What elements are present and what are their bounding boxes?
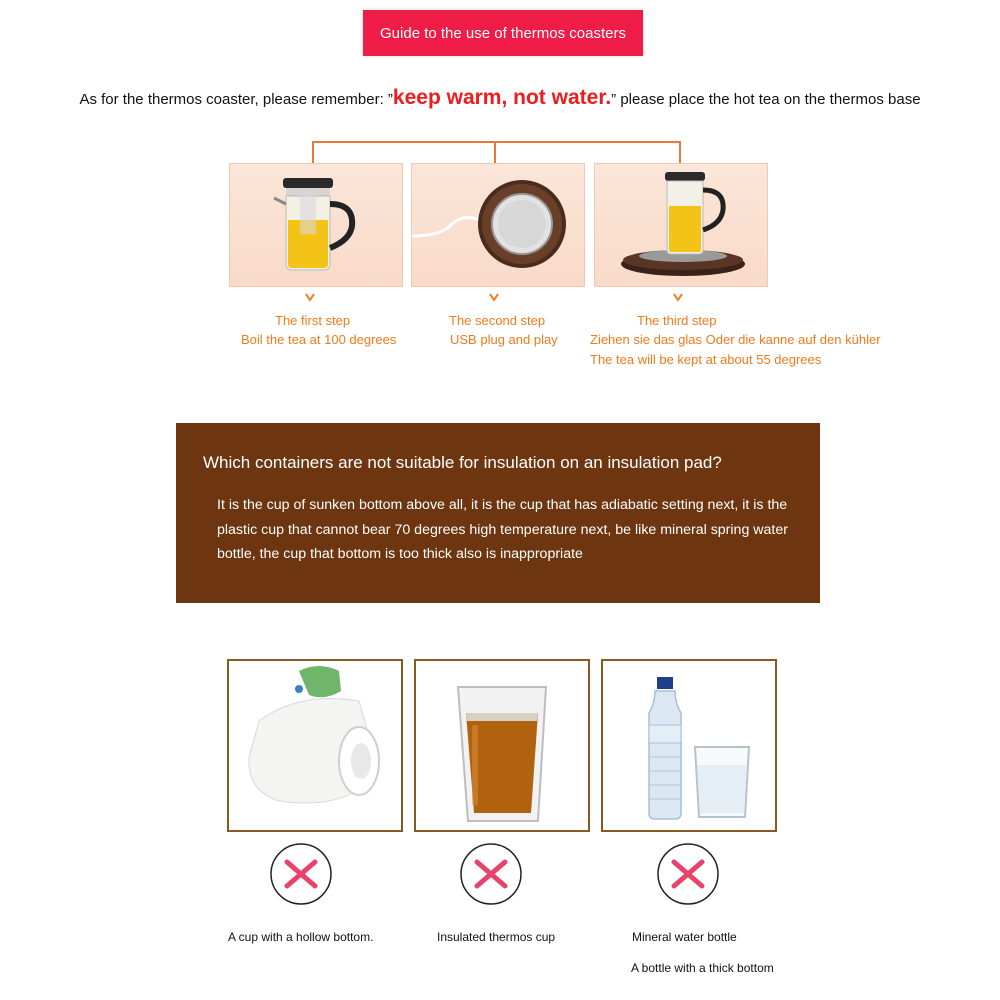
caption-hollow-cup: A cup with a hollow bottom. [228, 930, 374, 944]
x-mark-icon [656, 842, 720, 906]
x-mark-icon [269, 842, 333, 906]
connector-line-right [679, 141, 681, 163]
step-1-image [229, 163, 403, 287]
connector-line-top [312, 141, 680, 143]
double-wall-glass-icon [416, 661, 588, 830]
caption-water-bottle: Mineral water bottle [632, 930, 737, 944]
step-2-line-1: USB plug and play [450, 332, 558, 347]
hollow-cup-icon [229, 661, 401, 830]
chevron-down-icon [489, 292, 499, 302]
step-2-image [411, 163, 585, 287]
teapot-on-coaster-icon [595, 164, 767, 286]
chevron-down-icon [305, 292, 315, 302]
connector-line-mid [494, 141, 496, 163]
x-mark-icon [459, 842, 523, 906]
step-3-line-2: The tea will be kept at about 55 degrees [590, 352, 822, 367]
water-bottle-image [601, 659, 777, 832]
intro-suffix: ” please place the hot tea on the thermos base [611, 91, 921, 108]
caption-water-bottle-sub: A bottle with a thick bottom [631, 961, 774, 975]
hollow-cup-image [227, 659, 403, 832]
intro-highlight: keep warm, not water. [392, 86, 612, 109]
teapot-icon [230, 164, 402, 286]
notice-answer: It is the cup of sunken bottom above all, it is the cup that has adiabatic setting next, it is the plastic cup that cannot bear 70 degrees high temperature next, be like mineral spring water bottle, the cup that bottom is too thick also is inappropriate [217, 497, 788, 562]
double-wall-glass-image [414, 659, 590, 832]
usb-coaster-icon [412, 164, 584, 286]
chevron-down-icon [673, 292, 683, 302]
step-2-title: The second step [449, 313, 546, 328]
step-1-title: The first step [275, 313, 351, 328]
step-3-title: The third step [637, 313, 717, 328]
step-3-image [594, 163, 768, 287]
guide-title-badge: Guide to the use of thermos coasters [363, 10, 643, 56]
step-3-line-1: Ziehen sie das glas Oder die kanne auf den kühler [590, 332, 881, 347]
step-1-line-1: Boil the tea at 100 degrees [241, 332, 397, 347]
connector-line-left [312, 141, 314, 163]
notice-question: Which containers are not suitable for insulation on an insulation pad? [203, 453, 722, 472]
intro-prefix: As for the thermos coaster, please remember: ” [79, 91, 393, 108]
water-bottle-icon [603, 661, 775, 830]
intro-text [0, 86, 1000, 110]
caption-insulated-cup: Insulated thermos cup [437, 930, 556, 944]
notice-panel [176, 423, 820, 603]
